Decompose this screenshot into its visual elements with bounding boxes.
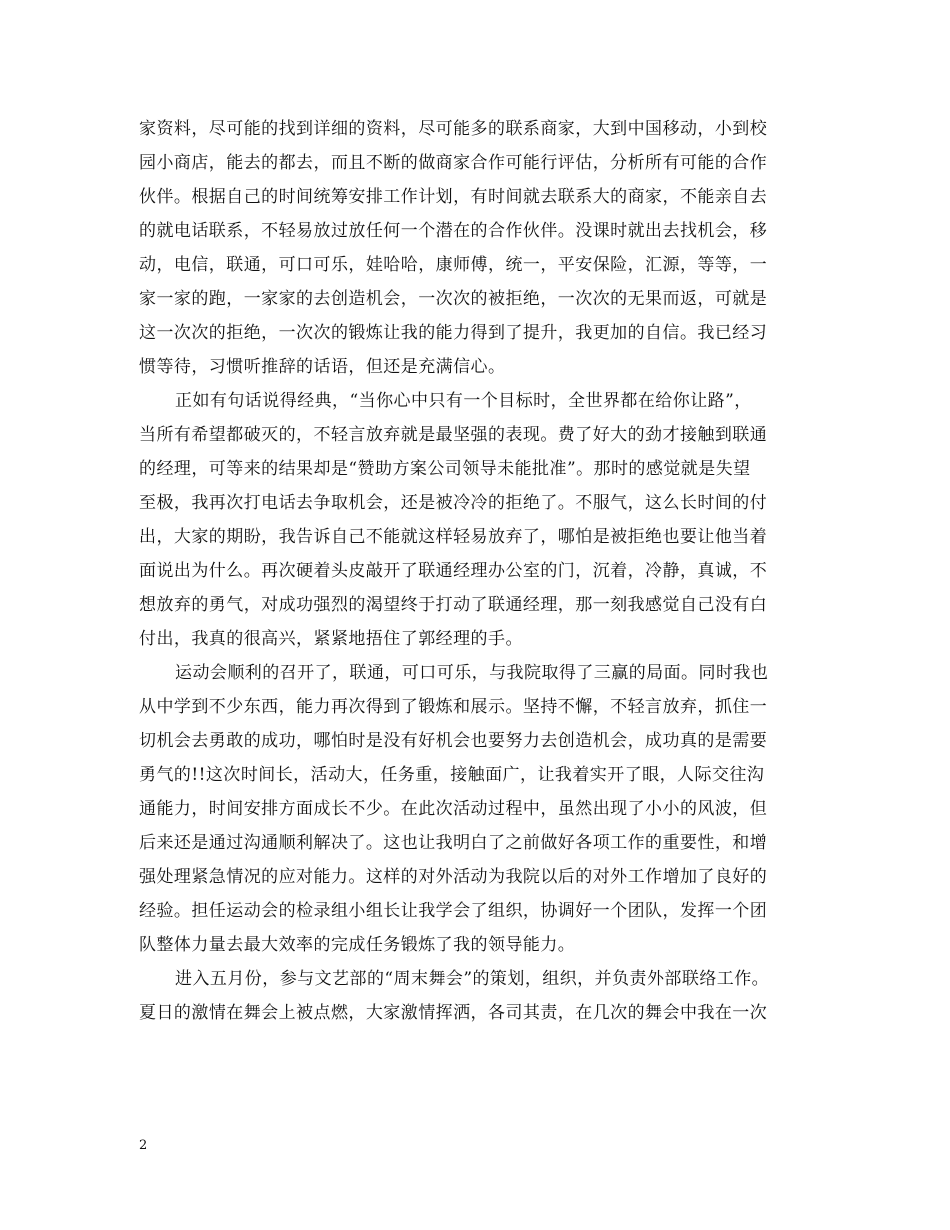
text-line: 的就电话联系，不轻易放过放任何一个潜在的合作伙伴。没课时就出去找机会，移: [139, 221, 768, 241]
text-line: 经验。担任运动会的检录组小组长让我学会了组织，协调好一个团队，发挥一个团: [139, 901, 768, 921]
text-line: 后来还是通过沟通顺利解决了。这也让我明白了之前做好各项工作的重要性，和增: [139, 833, 768, 853]
text-line: 付出，我真的很高兴，紧紧地捂住了郭经理的手。: [139, 629, 523, 649]
text-line: 面说出为什么。再次硬着头皮敲开了联通经理办公室的门，沉着，冷静，真诚，不: [139, 561, 768, 581]
text-line: 队整体力量去最大效率的完成任务锻炼了我的领导能力。: [139, 935, 576, 955]
paragraph-first-line: 运动会顺利的召开了，联通，可口可乐，与我院取得了三赢的局面。同时我也: [175, 663, 769, 683]
text-line: 动，电信，联通，可口可乐，娃哈哈，康师傅，统一，平安保险，汇源，等等，一: [139, 255, 768, 275]
text-line: 家资料，尽可能的找到详细的资料，尽可能多的联系商家，大到中国移动，小到校: [139, 119, 768, 139]
text-line: 园小商店，能去的都去，而且不断的做商家合作可能行评估，分析所有可能的合作: [139, 153, 768, 173]
text-line: 通能力，时间安排方面成长不少。在此次活动过程中，虽然出现了小小的风波，但: [139, 799, 768, 819]
text-line: 从中学到不少东西，能力再次得到了锻炼和展示。坚持不懈，不轻言放弃，抓住一: [139, 697, 768, 717]
text-line: 夏日的激情在舞会上被点燃，大家激情挥洒，各司其责，在几次的舞会中我在一次: [139, 1003, 768, 1023]
text-line: 强处理紧急情况的应对能力。这样的对外活动为我院以后的对外工作增加了良好的: [139, 867, 768, 887]
text-line: 切机会去勇敢的成功，哪怕时是没有好机会也要努力去创造机会，成功真的是需要: [139, 731, 768, 751]
text-line: 伙伴。根据自己的时间统筹安排工作计划，有时间就去联系大的商家，不能亲自去: [139, 187, 768, 207]
text-line: 家一家的跑，一家家的去创造机会，一次次的被拒绝，一次次的无果而返，可就是: [139, 289, 768, 309]
text-line: 想放弃的勇气，对成功强烈的渴望终于打动了联通经理，那一刻我感觉自己没有白: [139, 595, 768, 615]
paragraph-first-line: 进入五月份，参与文艺部的“周末舞会”的策划，组织，并负责外部联络工作。: [175, 969, 770, 989]
text-line: 这一次次的拒绝，一次次的锻炼让我的能力得到了提升，我更加的自信。我已经习: [139, 323, 768, 343]
paragraph-first-line: 正如有句话说得经典，“当你心中只有一个目标时，全世界都在给你让路”，: [175, 391, 752, 411]
text-line: 出，大家的期盼，我告诉自己不能就这样轻易放弃了，哪怕是被拒绝也要让他当着: [139, 527, 768, 547]
text-line: 至极，我再次打电话去争取机会，还是被冷冷的拒绝了。不服气，这么长时间的付: [139, 493, 768, 513]
text-line: 惯等待，习惯听推辞的话语，但还是充满信心。: [139, 357, 506, 377]
text-line: 勇气的!!这次时间长，活动大，任务重，接触面广，让我着实开了眼，人际交往沟: [139, 765, 765, 785]
text-line: 当所有希望都破灭的，不轻言放弃就是最坚强的表现。费了好大的劲才接触到联通: [139, 425, 768, 445]
text-line: 的经理，可等来的结果却是“赞助方案公司领导未能批准”。那时的感觉就是失望: [139, 459, 751, 479]
page-number: 2: [139, 1138, 148, 1153]
